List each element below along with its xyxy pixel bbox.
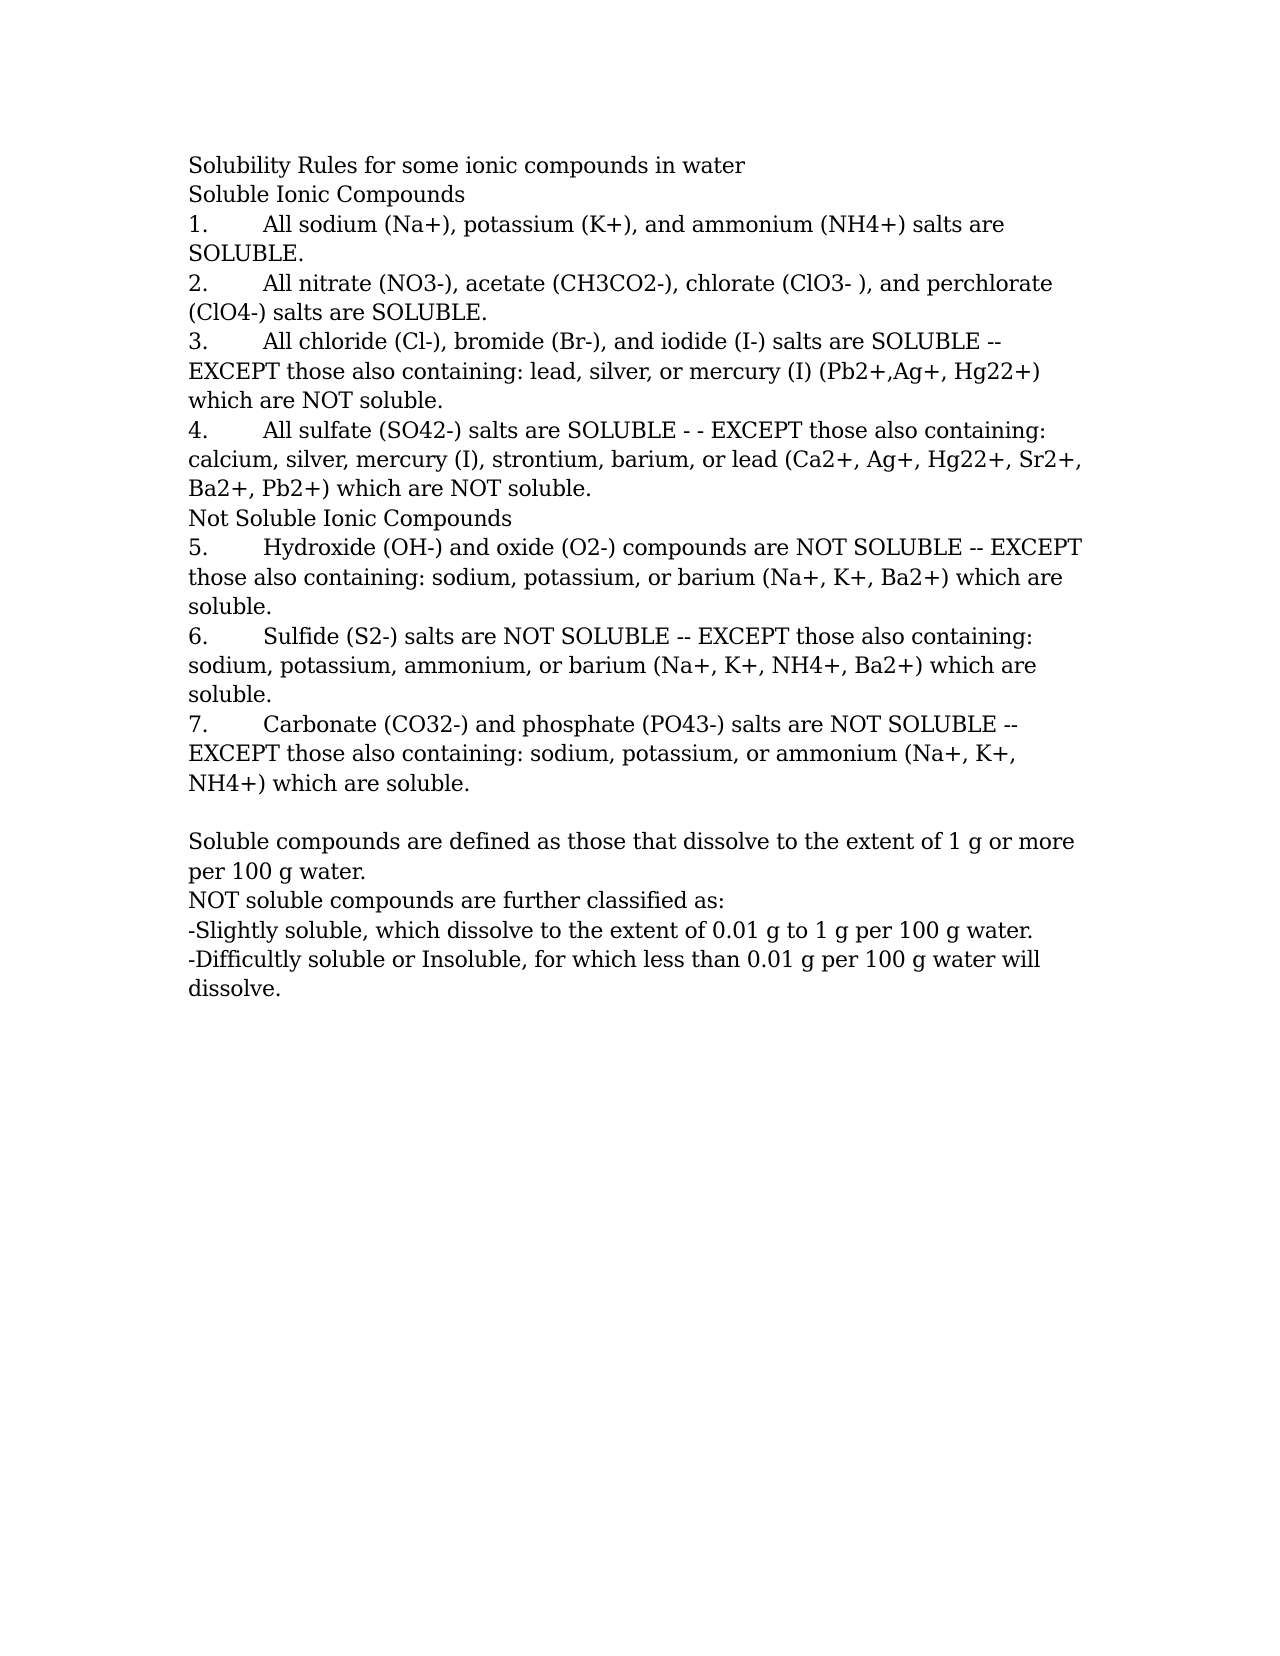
definition-paragraph: Soluble compounds are defined as those that dissolve to the extent of 1 g or more per 100 g water. xyxy=(188,830,1075,885)
rule-number: 4. xyxy=(188,418,209,444)
rule-1 xyxy=(188,211,1098,270)
soluble-heading: Soluble Ionic Compounds xyxy=(188,183,466,209)
blank-line xyxy=(188,799,1098,828)
rule-number: 5. xyxy=(188,536,209,562)
rule-2 xyxy=(188,270,1098,329)
rule-text: All chloride (Cl-), bromide (Br-), and iodide (I-) salts are SOLUBLE -- EXCEPT those also containing: lead, silver, or mercury (I) (Pb2+,Ag+, Hg22+) which are NOT soluble. xyxy=(188,330,1041,415)
rule-number: 2. xyxy=(188,271,209,297)
rule-number: 7. xyxy=(188,712,209,738)
rule-text: All sodium (Na+), potassium (K+), and ammonium (NH4+) salts are SOLUBLE. xyxy=(188,212,1005,268)
rule-number: 3. xyxy=(188,330,209,356)
rule-number: 6. xyxy=(188,624,209,650)
document-body xyxy=(188,152,1098,1005)
rule-3 xyxy=(188,328,1098,416)
rule-text: Carbonate (CO32-) and phosphate (PO43-) salts are NOT SOLUBLE -- EXCEPT those also containing: sodium, potassium, or ammonium (Na+, K+, NH4+) which are soluble. xyxy=(188,712,1018,797)
rule-text: Sulfide (S2-) salts are NOT SOLUBLE -- EXCEPT those also containing: sodium, potassium, ammonium, or barium (Na+, K+, NH4+, Ba2+) which are soluble. xyxy=(188,624,1037,709)
rule-text: All sulfate (SO42-) salts are SOLUBLE - - EXCEPT those also containing: calcium, silver, mercury (I), strontium, barium, or lead (Ca2+, Ag+, Hg22+, Sr2+, Ba2+, Pb2+) which are NOT soluble. xyxy=(188,418,1082,503)
rule-7 xyxy=(188,711,1098,799)
slightly-soluble-line: -Slightly soluble, which dissolve to the extent of 0.01 g to 1 g per 100 g water. xyxy=(188,918,1034,944)
rule-number: 1. xyxy=(188,212,209,238)
insoluble-line: -Difficultly soluble or Insoluble, for which less than 0.01 g per 100 g water will dissolve. xyxy=(188,947,1041,1003)
document-title: Solubility Rules for some ionic compounds in water xyxy=(188,154,745,179)
rule-6 xyxy=(188,623,1098,711)
classification-intro: NOT soluble compounds are further classified as: xyxy=(188,889,725,915)
not-soluble-heading: Not Soluble Ionic Compounds xyxy=(188,506,512,532)
rule-5 xyxy=(188,534,1098,622)
rule-text: Hydroxide (OH-) and oxide (O2-) compounds are NOT SOLUBLE -- EXCEPT those also containing: sodium, potassium, or barium (Na+, K+, Ba2+) which are soluble. xyxy=(188,536,1082,621)
rule-4 xyxy=(188,417,1098,505)
rule-text: All nitrate (NO3-), acetate (CH3CO2-), chlorate (ClO3- ), and perchlorate (ClO4-) salts are SOLUBLE. xyxy=(188,271,1053,327)
